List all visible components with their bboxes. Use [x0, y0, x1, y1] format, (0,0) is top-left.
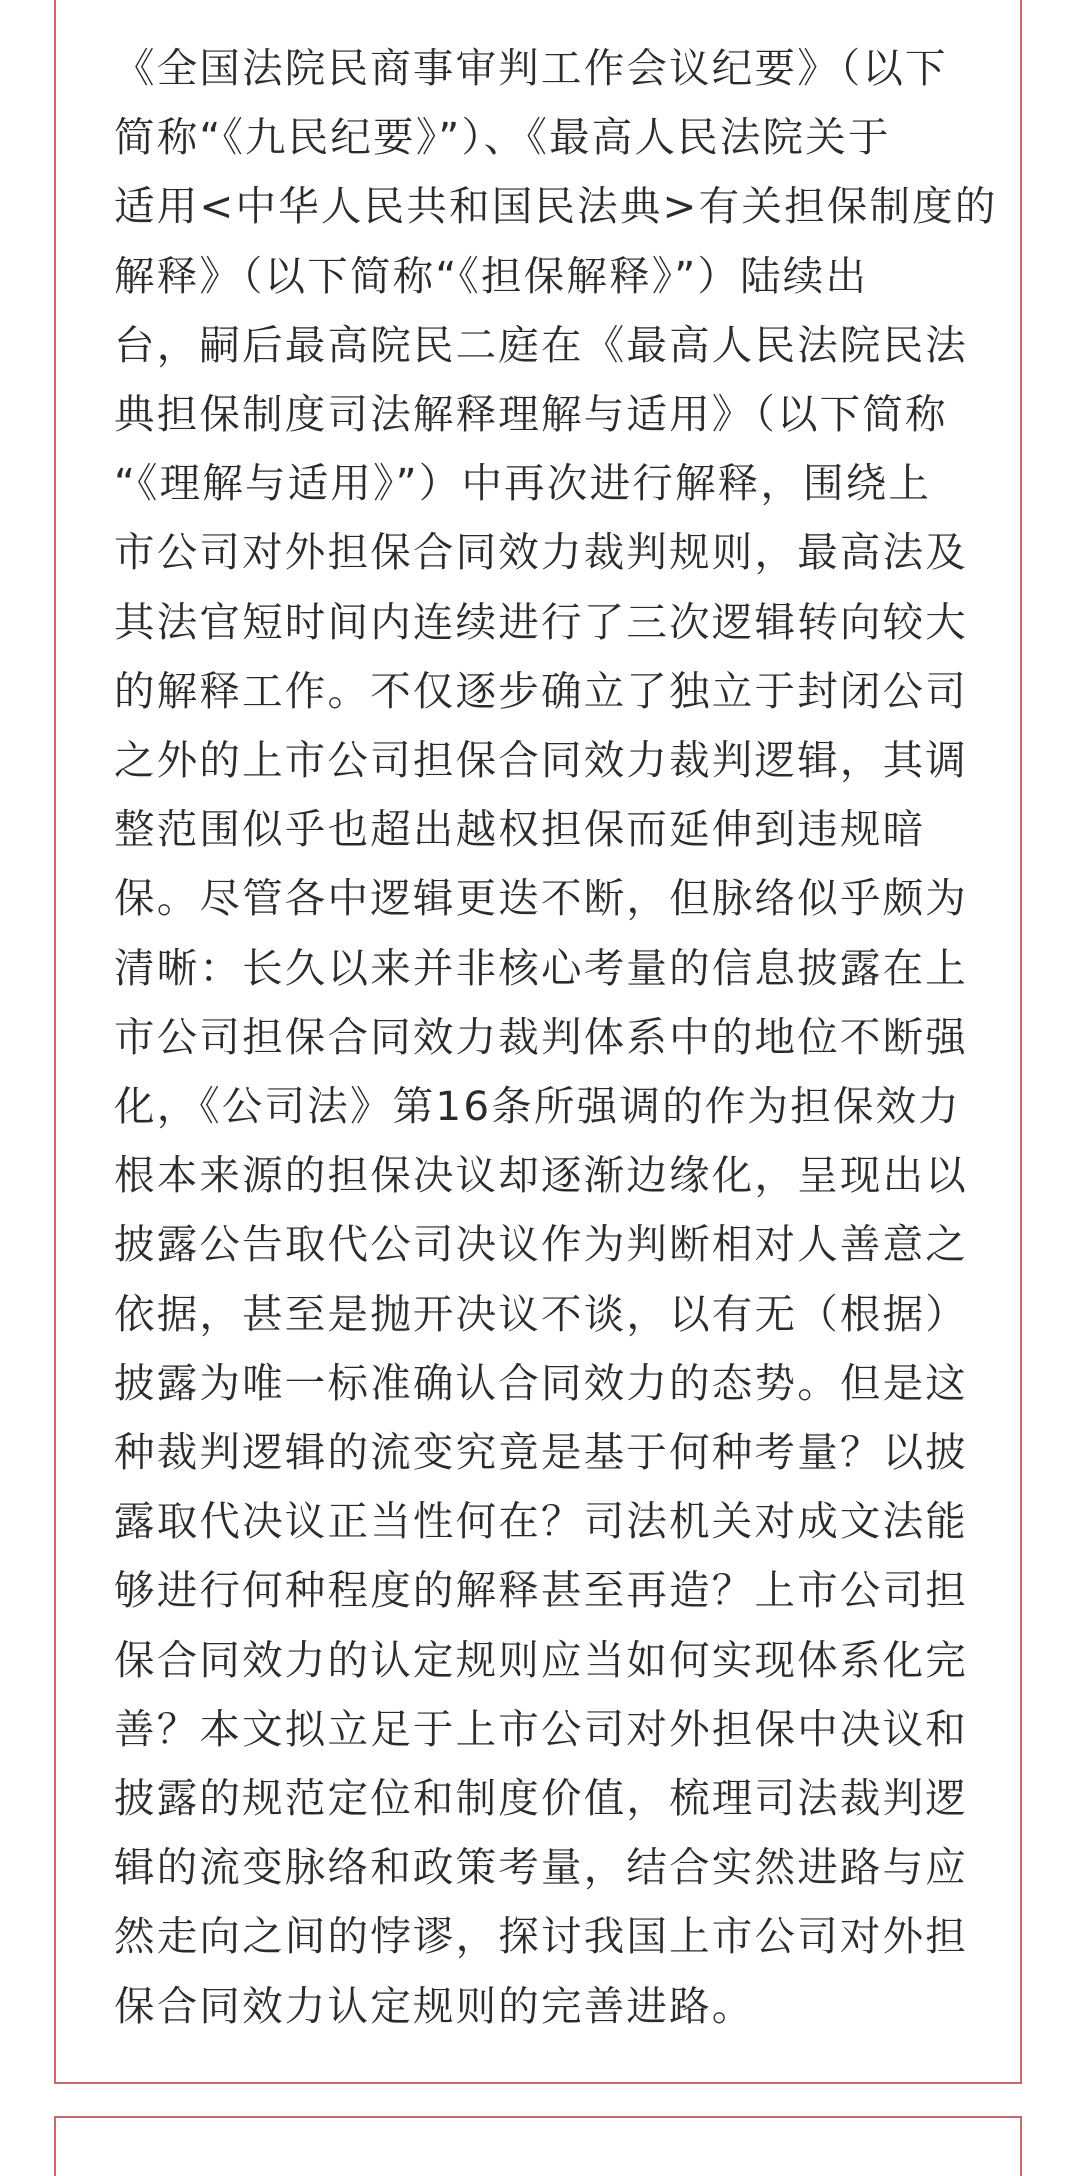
paragraph-line: 整范围似乎也超出越权担保而延伸到违规暗: [114, 805, 926, 854]
paragraph-line: 市公司对外担保合同效力裁判规则，最高法及: [114, 528, 968, 577]
paragraph-line: 适用<中华人民共和国民法典>有关担保制度的: [114, 182, 998, 231]
paragraph-line: 辑的流变脉络和政策考量，结合实然进路与应: [114, 1843, 968, 1892]
paragraph-line: 化，《公司法》第16条所强调的作为担保效力: [114, 1082, 961, 1131]
paragraph-line: 的解释工作。不仅逐步确立了独立于封闭公司: [114, 666, 968, 715]
paragraph-line: 依据，甚至是抛开决议不谈，以有无（根据）: [114, 1289, 968, 1338]
paragraph-line: 《全国法院民商事审判工作会议纪要》（以下: [114, 44, 948, 92]
paragraph-line: 够进行何种程度的解释甚至再造？上市公司担: [114, 1566, 968, 1615]
paragraph-line: 典担保制度司法解释理解与适用》（以下简称: [114, 390, 948, 439]
paragraph-line: 披露公告取代公司决议作为判断相对人善意之: [114, 1220, 968, 1269]
paragraph-line: 善？本文拟立足于上市公司对外担保中决议和: [114, 1704, 968, 1753]
article-paragraph: [114, 34, 998, 2041]
paragraph-line: 清晰：长久以来并非核心考量的信息披露在上: [114, 943, 968, 992]
paragraph-line: 之外的上市公司担保合同效力裁判逻辑，其调: [114, 736, 968, 785]
paragraph-line: 保合同效力的认定规则应当如何实现体系化完: [114, 1635, 968, 1684]
paragraph-line: 种裁判逻辑的流变究竟是基于何种考量？以披: [114, 1428, 968, 1477]
paragraph-line: 露取代决议正当性何在？司法机关对成文法能: [114, 1497, 968, 1546]
paragraph-line: 保。尽管各中逻辑更迭不断，但脉络似乎颇为: [114, 874, 968, 923]
paragraph-line: 其法官短时间内连续进行了三次逻辑转向较大: [114, 597, 968, 646]
paragraph-line: 简称“《九民纪要》”）、《最高人民法院关于: [114, 113, 891, 162]
next-section-frame: [54, 2116, 1022, 2176]
paragraph-line: 披露为唯一标准确认合同效力的态势。但是这: [114, 1358, 968, 1407]
paragraph-line: 保合同效力认定规则的完善进路。: [114, 1981, 755, 2030]
paragraph-line: 台，嗣后最高院民二庭在《最高人民法院民法: [114, 320, 968, 369]
paragraph-line: 然走向之间的悖谬，探讨我国上市公司对外担: [114, 1912, 968, 1961]
paragraph-line: “《理解与适用》”）中再次进行解释，围绕上: [114, 459, 932, 508]
paragraph-line: 解释》（以下简称“《担保解释》”）陆续出: [114, 251, 869, 300]
paragraph-line: 披露的规范定位和制度价值，梳理司法裁判逻: [114, 1774, 968, 1823]
paragraph-line: 市公司担保合同效力裁判体系中的地位不断强: [114, 1012, 968, 1061]
paragraph-line: 根本来源的担保决议却逐渐边缘化，呈现出以: [114, 1151, 968, 1200]
